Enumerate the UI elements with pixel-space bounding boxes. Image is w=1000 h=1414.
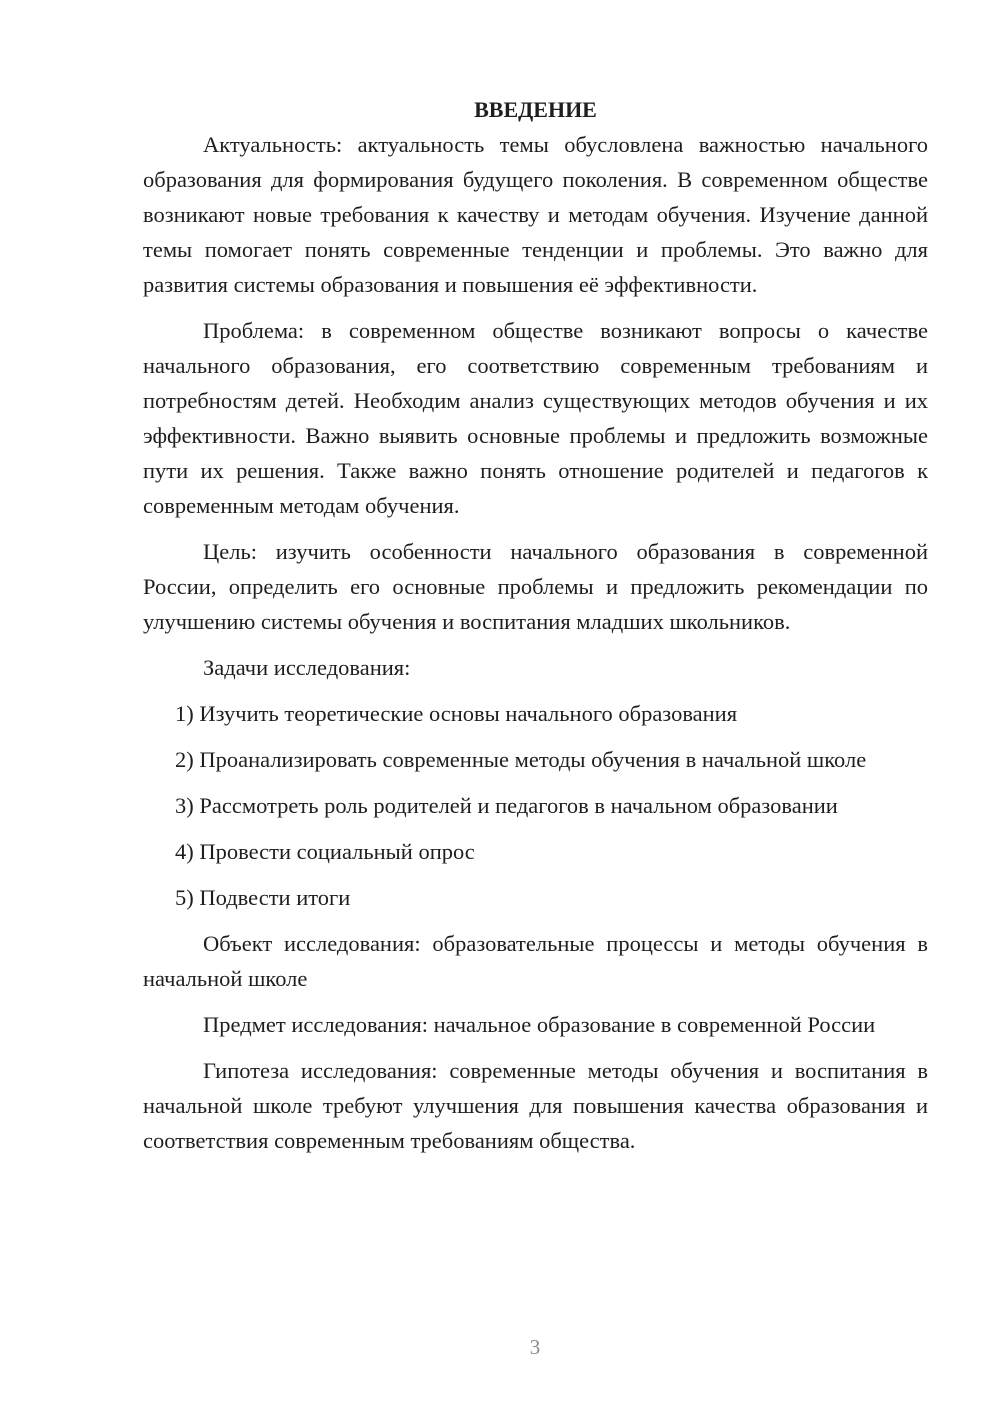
tasks-title: Задачи исследования:: [203, 655, 411, 680]
problem-paragraph: Проблема: в современном обществе возникают вопросы о качестве начального образования, его соответствию современным требованиям и потребностям детей. Необходим анализ существующих методов обучения и их эффективности. Важно выявить основные проблемы и предложить возможные пути их решения. Также важно понять отношение родителей и педагогов к современным методам обучения.: [143, 318, 928, 518]
page-number: 3: [529, 1335, 541, 1359]
relevance-paragraph: Актуальность: актуальность темы обусловлена важностью начального образования для формирования будущего поколения. В современном обществе возникают новые требования к качеству и методам обучения. Изучение данной темы помогает понять современные тенденции и проблемы. Это важно для развития системы образования и повышения её эффективности.: [143, 132, 928, 297]
object-paragraph: Объект исследования: образовательные процессы и методы обучения в начальной школе: [143, 931, 928, 991]
hypothesis-paragraph: Гипотеза исследования: современные методы обучения и воспитания в начальной школе требуют улучшения для повышения качества образования и соответствия современным требованиям общества.: [143, 1058, 928, 1153]
page-title: ВВЕДЕНИЕ: [474, 97, 597, 122]
task-item-1: 1) Изучить теоретические основы начального образования: [175, 701, 738, 726]
document-page: [143, 92, 928, 1169]
subject-paragraph: Предмет исследования: начальное образование в современной России: [203, 1012, 876, 1037]
goal-paragraph: Цель: изучить особенности начального образования в современной России, определить его основные проблемы и предложить рекомендации по улучшению системы обучения и воспитания младших школьников.: [143, 539, 928, 634]
task-item-3: 3) Рассмотреть роль родителей и педагогов в начальном образовании: [175, 793, 838, 818]
task-item-2: 2) Проанализировать современные методы обучения в начальной школе: [175, 747, 867, 772]
task-item-5: 5) Подвести итоги: [175, 885, 351, 910]
task-item-4: 4) Провести социальный опрос: [175, 839, 475, 864]
